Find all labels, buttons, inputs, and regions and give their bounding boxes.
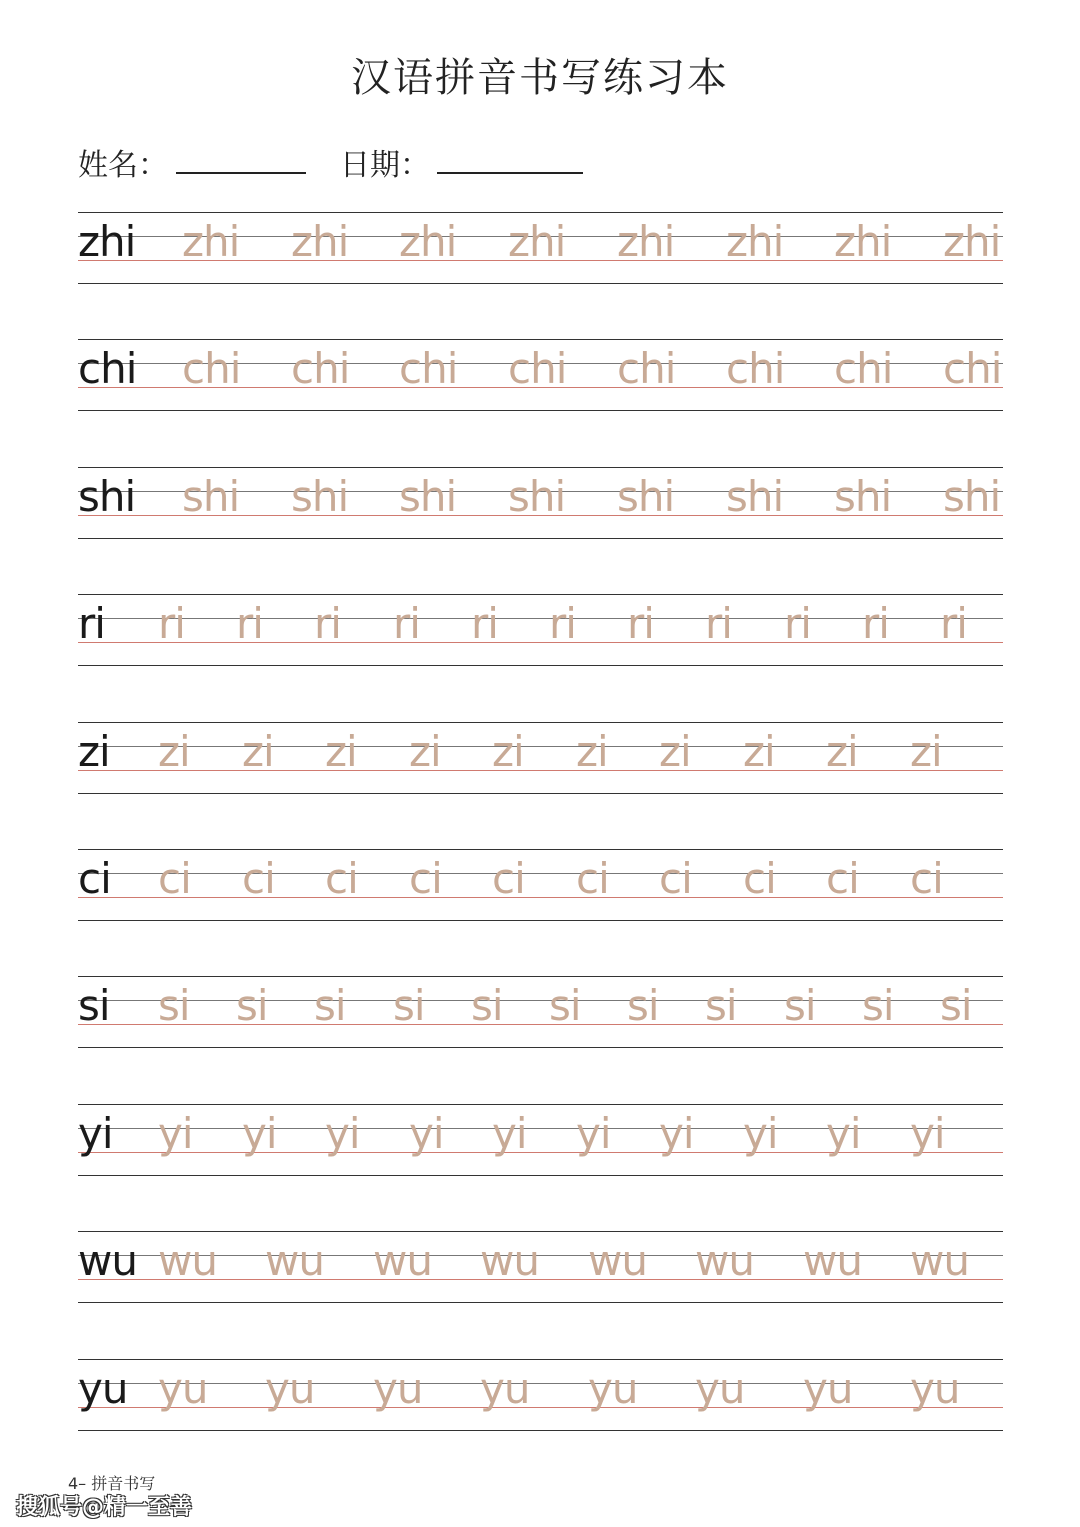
trace-syllable: yu — [910, 1364, 960, 1413]
trace-syllable: zi — [576, 727, 608, 776]
practice-row-yu — [78, 1359, 1003, 1431]
trace-syllable: wu — [158, 1236, 217, 1285]
trace-syllable: wu — [803, 1236, 862, 1285]
page-footer: 4– 拼音书写 — [68, 1474, 156, 1493]
trace-syllable: yi — [158, 1109, 193, 1158]
trace-syllable: ri — [236, 599, 263, 648]
practice-row-zhi — [78, 212, 1003, 284]
ruled-line — [78, 873, 1003, 874]
trace-syllable: yi — [576, 1109, 611, 1158]
ruled-line — [78, 976, 1003, 977]
practice-row-ci — [78, 849, 1003, 921]
ruled-line — [78, 410, 1003, 411]
trace-syllable: si — [158, 981, 190, 1030]
trace-syllable: chi — [617, 344, 676, 393]
practice-row-wu — [78, 1231, 1003, 1303]
trace-syllable: ci — [659, 854, 692, 903]
trace-syllable: yi — [826, 1109, 861, 1158]
practice-row-zi — [78, 722, 1003, 794]
trace-syllable: shi — [182, 472, 240, 521]
trace-syllable: ri — [158, 599, 185, 648]
ruled-line — [78, 283, 1003, 284]
date-field[interactable] — [437, 172, 583, 174]
trace-syllable: ci — [492, 854, 525, 903]
model-syllable: ri — [78, 599, 105, 648]
trace-syllable: chi — [291, 344, 350, 393]
trace-syllable: yu — [695, 1364, 745, 1413]
model-syllable: wu — [78, 1236, 137, 1285]
trace-syllable: si — [627, 981, 659, 1030]
trace-syllable: ri — [314, 599, 341, 648]
trace-syllable: chi — [399, 344, 458, 393]
ruled-line — [78, 897, 1003, 898]
trace-syllable: yu — [265, 1364, 315, 1413]
trace-syllable: zhi — [182, 217, 240, 266]
trace-syllable: yi — [492, 1109, 527, 1158]
trace-syllable: ri — [627, 599, 654, 648]
trace-syllable: shi — [617, 472, 675, 521]
trace-syllable: ci — [158, 854, 191, 903]
trace-syllable: si — [940, 981, 972, 1030]
trace-syllable: yi — [910, 1109, 945, 1158]
trace-syllable: ci — [743, 854, 776, 903]
trace-syllable: ci — [910, 854, 943, 903]
trace-syllable: ri — [784, 599, 811, 648]
trace-syllable: zi — [659, 727, 691, 776]
trace-syllable: zhi — [834, 217, 892, 266]
ruled-line — [78, 467, 1003, 468]
trace-syllable: ci — [242, 854, 275, 903]
trace-syllable: wu — [265, 1236, 324, 1285]
watermark: 搜狐号@精一至善 — [16, 1495, 193, 1520]
trace-syllable: zhi — [399, 217, 457, 266]
trace-syllable: zhi — [291, 217, 349, 266]
trace-syllable: shi — [291, 472, 349, 521]
practice-row-chi — [78, 339, 1003, 411]
trace-syllable: ci — [826, 854, 859, 903]
trace-syllable: wu — [373, 1236, 432, 1285]
trace-syllable: yu — [158, 1364, 208, 1413]
ruled-line — [78, 665, 1003, 666]
trace-syllable: ri — [393, 599, 420, 648]
ruled-line — [78, 1302, 1003, 1303]
ruled-line — [78, 1047, 1003, 1048]
trace-syllable: zi — [743, 727, 775, 776]
name-label: 姓名： — [78, 148, 168, 183]
trace-syllable: shi — [943, 472, 1001, 521]
ruled-line — [78, 920, 1003, 921]
trace-syllable: ci — [576, 854, 609, 903]
date-label: 日期： — [340, 148, 430, 183]
trace-syllable: zhi — [508, 217, 566, 266]
ruled-line — [78, 1152, 1003, 1153]
model-syllable: shi — [78, 472, 136, 521]
trace-syllable: wu — [910, 1236, 969, 1285]
model-syllable: ci — [78, 854, 111, 903]
trace-syllable: chi — [182, 344, 241, 393]
ruled-line — [78, 1128, 1003, 1129]
model-syllable: si — [78, 981, 110, 1030]
ruled-line — [78, 1383, 1003, 1384]
trace-syllable: ci — [325, 854, 358, 903]
trace-syllable: si — [862, 981, 894, 1030]
practice-row-ri — [78, 594, 1003, 666]
trace-syllable: ri — [940, 599, 967, 648]
ruled-line — [78, 1430, 1003, 1431]
trace-syllable: ri — [471, 599, 498, 648]
trace-syllable: si — [705, 981, 737, 1030]
model-syllable: yu — [78, 1364, 128, 1413]
trace-syllable: zi — [910, 727, 942, 776]
trace-syllable: si — [393, 981, 425, 1030]
ruled-line — [78, 793, 1003, 794]
trace-syllable: wu — [695, 1236, 754, 1285]
trace-syllable: chi — [508, 344, 567, 393]
ruled-line — [78, 1359, 1003, 1360]
trace-syllable: zi — [826, 727, 858, 776]
practice-row-si — [78, 976, 1003, 1048]
trace-syllable: chi — [726, 344, 785, 393]
ruled-line — [78, 1407, 1003, 1408]
trace-syllable: zi — [242, 727, 274, 776]
practice-row-shi — [78, 467, 1003, 539]
trace-syllable: zhi — [726, 217, 784, 266]
trace-syllable: ri — [705, 599, 732, 648]
ruled-line — [78, 770, 1003, 771]
trace-syllable: yi — [743, 1109, 778, 1158]
trace-syllable: zhi — [943, 217, 1001, 266]
trace-syllable: zi — [409, 727, 441, 776]
trace-syllable: chi — [834, 344, 893, 393]
model-syllable: chi — [78, 344, 137, 393]
trace-syllable: shi — [399, 472, 457, 521]
trace-syllable: shi — [508, 472, 566, 521]
trace-syllable: si — [549, 981, 581, 1030]
trace-syllable: shi — [726, 472, 784, 521]
trace-syllable: yi — [409, 1109, 444, 1158]
ruled-line — [78, 1175, 1003, 1176]
trace-syllable: zi — [158, 727, 190, 776]
trace-syllable: yu — [588, 1364, 638, 1413]
trace-syllable: si — [314, 981, 346, 1030]
ruled-line — [78, 538, 1003, 539]
trace-syllable: zi — [325, 727, 357, 776]
trace-syllable: yi — [659, 1109, 694, 1158]
trace-syllable: si — [784, 981, 816, 1030]
trace-syllable: zi — [492, 727, 524, 776]
ruled-line — [78, 1231, 1003, 1232]
trace-syllable: ci — [409, 854, 442, 903]
trace-syllable: yu — [373, 1364, 423, 1413]
trace-syllable: wu — [588, 1236, 647, 1285]
ruled-line — [78, 594, 1003, 595]
trace-syllable: yi — [242, 1109, 277, 1158]
page-title: 汉语拼音书写练习本 — [351, 55, 729, 101]
ruled-line — [78, 722, 1003, 723]
name-field[interactable] — [176, 172, 306, 174]
ruled-line — [78, 1104, 1003, 1105]
trace-syllable: yu — [803, 1364, 853, 1413]
ruled-line — [78, 212, 1003, 213]
model-syllable: yi — [78, 1109, 113, 1158]
trace-syllable: ri — [862, 599, 889, 648]
trace-syllable: wu — [480, 1236, 539, 1285]
ruled-line — [78, 849, 1003, 850]
trace-syllable: si — [471, 981, 503, 1030]
trace-syllable: yi — [325, 1109, 360, 1158]
trace-syllable: chi — [943, 344, 1002, 393]
ruled-line — [78, 746, 1003, 747]
trace-syllable: si — [236, 981, 268, 1030]
model-syllable: zhi — [78, 217, 136, 266]
trace-syllable: shi — [834, 472, 892, 521]
model-syllable: zi — [78, 727, 110, 776]
trace-syllable: zhi — [617, 217, 675, 266]
trace-syllable: ri — [549, 599, 576, 648]
ruled-line — [78, 339, 1003, 340]
trace-syllable: yu — [480, 1364, 530, 1413]
practice-row-yi — [78, 1104, 1003, 1176]
